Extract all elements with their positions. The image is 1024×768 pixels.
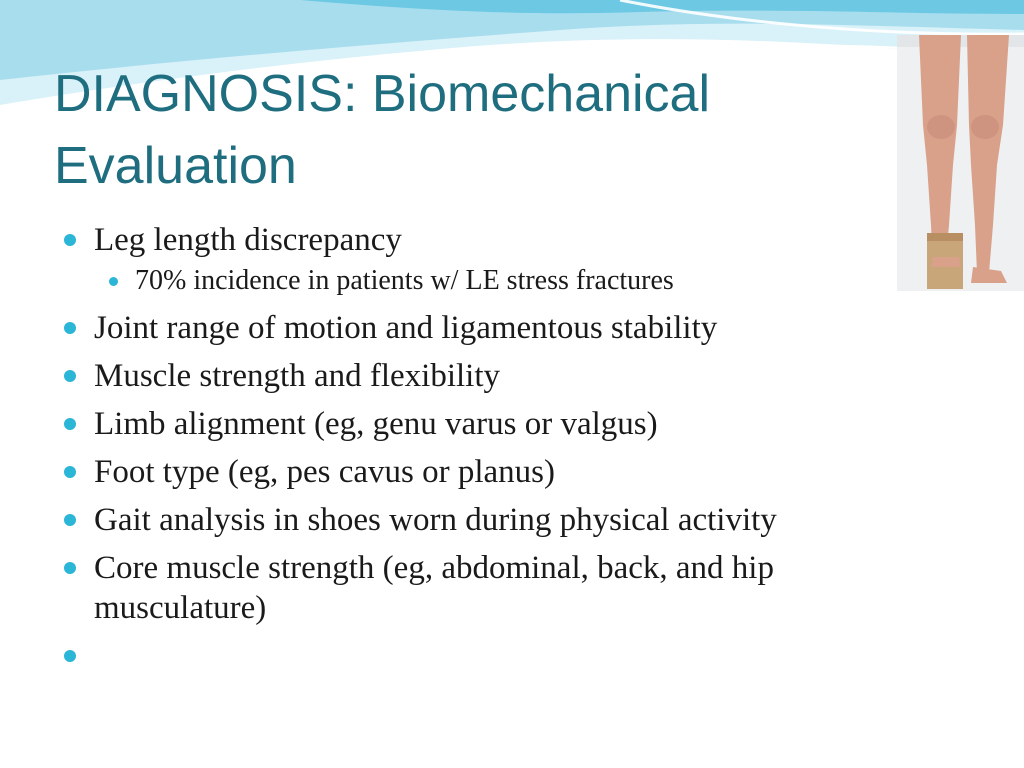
bullet-text: Foot type (eg, pes cavus or planus) <box>94 454 555 490</box>
bullet-item <box>64 308 944 348</box>
bullet-dot-icon <box>109 277 118 286</box>
sub-bullet-text: 70% incidence in patients w/ LE stress fractures <box>135 265 674 296</box>
bullet-dot-icon <box>64 234 76 246</box>
bullet-text: Muscle strength and flexibility <box>94 358 501 394</box>
bullet-dot-icon <box>64 370 76 382</box>
bullet-item <box>64 548 944 628</box>
bullet-list <box>64 220 944 684</box>
bullet-item <box>64 452 944 492</box>
bullet-item <box>64 356 944 396</box>
bullet-item <box>64 220 944 260</box>
empty-bullet-item <box>64 636 944 676</box>
sub-bullet-item <box>64 264 944 298</box>
bullet-dot-icon <box>64 514 76 526</box>
bullet-item <box>64 500 944 540</box>
bullet-dot-icon <box>64 418 76 430</box>
bullet-item <box>64 404 944 444</box>
bullet-text: Core muscle strength (eg, abdominal, back, and hip musculature) <box>94 550 774 626</box>
bullet-text: Joint range of motion and ligamentous stability <box>94 310 718 346</box>
bullet-dot-icon <box>64 322 76 334</box>
bullet-dot-icon <box>64 650 76 662</box>
slide-title: DIAGNOSIS: Biomechanical Evaluation <box>54 65 711 195</box>
bullet-dot-icon <box>64 466 76 478</box>
bullet-text: Limb alignment (eg, genu varus or valgus) <box>94 406 658 442</box>
bullet-text: Leg length discrepancy <box>94 222 402 258</box>
bullet-dot-icon <box>64 562 76 574</box>
bullet-text: Gait analysis in shoes worn during physical activity <box>94 502 777 538</box>
